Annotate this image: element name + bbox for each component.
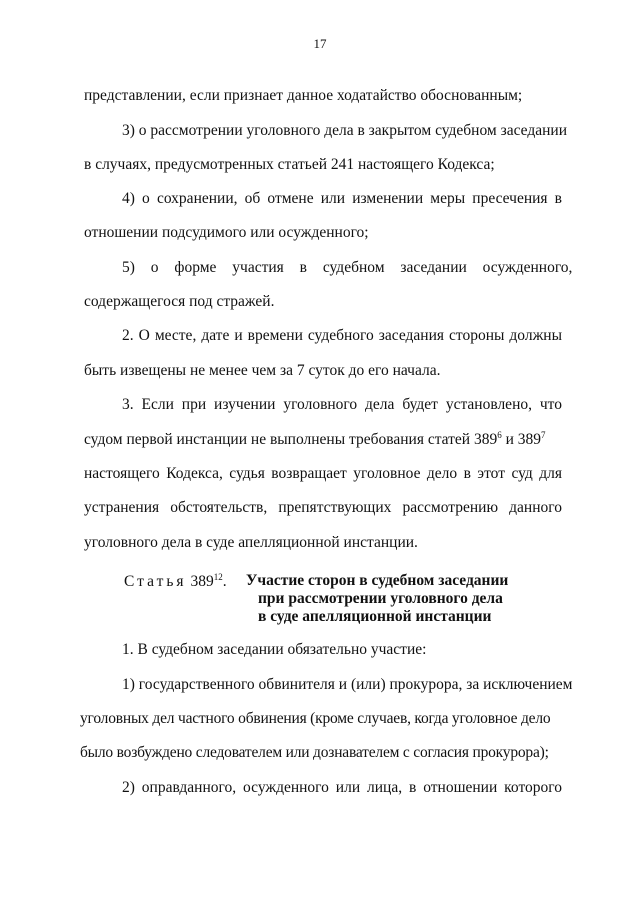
text-line: 3. Если при изучении уголовного дела будет установлено, что	[122, 396, 562, 413]
text-line: 5) о форме участия в судебном заседании осужденного,	[122, 259, 573, 276]
text-line: отношении подсудимого или осужденного;	[84, 224, 369, 241]
text-line: 3) о рассмотрении уголовного дела в закрытом судебном заседании	[122, 122, 568, 139]
article-number-sup: 12	[213, 572, 223, 582]
text-segment: и 389	[501, 431, 542, 448]
text-segment: судом первой инстанции не выполнены требования статей 389	[84, 431, 498, 448]
text-line	[84, 430, 562, 450]
text-line: 1) государственного обвинителя и (или) прокурора, за исключением	[122, 676, 573, 693]
article-label	[124, 572, 227, 592]
text-line: было возбуждено следователем или дознавателем с согласия прокурора);	[80, 744, 549, 761]
text-line: настоящего Кодекса, судья возвращает уголовное дело в этот суд для	[84, 465, 562, 482]
text-line: 4) о сохранении, об отмене или изменении меры пресечения в	[122, 190, 562, 207]
superscript: 7	[541, 430, 546, 440]
text-line: быть извещены не менее чем за 7 суток до его начала.	[84, 362, 441, 379]
text-line: уголовного дела в суде апелляционной инстанции.	[84, 534, 418, 551]
text-line: в случаях, предусмотренных статьей 241 настоящего Кодекса;	[84, 156, 495, 173]
article-word: Статья	[124, 573, 187, 590]
text-line: 1. В судебном заседании обязательно участие:	[122, 641, 427, 658]
text-line: представлении, если признает данное ходатайство обоснованным;	[84, 87, 523, 104]
article-title-line: в суде апелляционной инстанции	[258, 608, 492, 625]
article-number: 389	[190, 573, 214, 590]
text-line: 2) оправданного, осужденного или лица, в отношении которого	[122, 779, 562, 796]
article-title	[246, 572, 508, 626]
text-line: содержащегося под стражей.	[84, 293, 275, 310]
page-number: 17	[313, 36, 327, 51]
text-line: устранения обстоятельств, препятствующих рассмотрению данного	[84, 499, 562, 516]
article-number-suffix: .	[222, 573, 227, 590]
text-line: уголовных дел частного обвинения (кроме случаев, когда уголовное дело	[80, 710, 551, 727]
text-line: 2. О месте, дате и времени судебного заседания стороны должны	[122, 327, 562, 344]
article-title-line: Участие сторон в судебном заседании	[246, 572, 509, 589]
superscript: 6	[497, 430, 502, 440]
article-title-line: при рассмотрении уголовного дела	[258, 590, 503, 607]
